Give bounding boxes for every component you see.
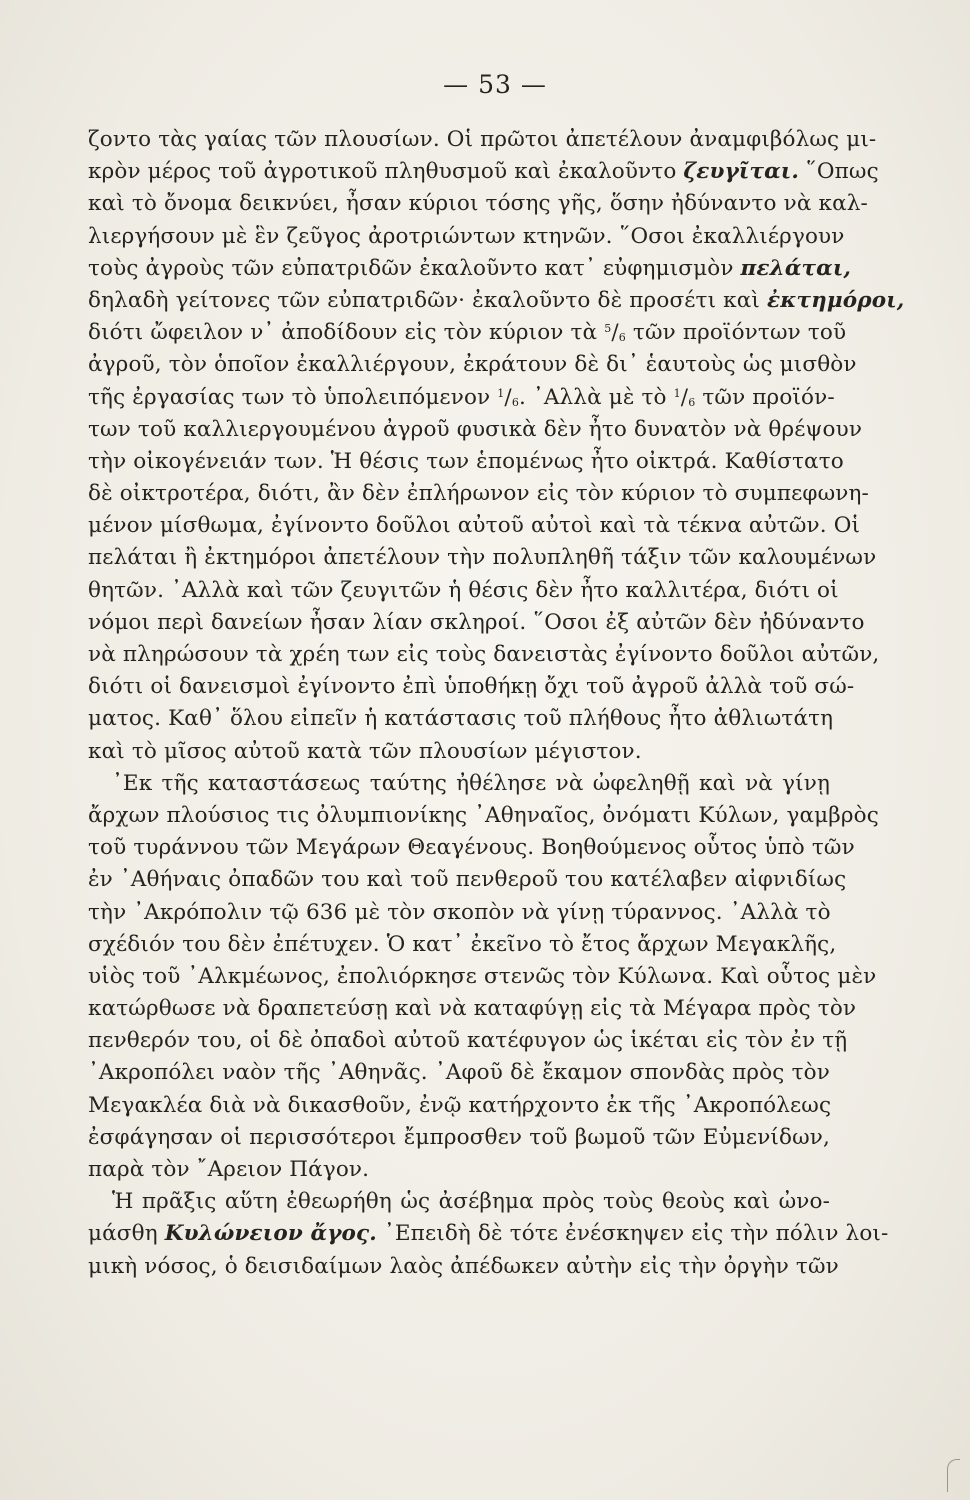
text-line: τοῦ τυράννου τῶν Μεγάρων Θεαγένους. Βοηθούμενος οὗτος ὑπὸ τῶν <box>88 835 855 861</box>
text-line: ἀγροῦ, τὸν ὁποῖον ἐκαλλιέργουν, ἐκράτουν δὲ δι᾿ ἑαυτοὺς ὡς μισθὸν <box>88 352 857 378</box>
emphasized-term: ζευγῖται. <box>683 159 799 185</box>
text-line: των τοῦ καλλιεργουμένου ἀγροῦ φυσικὰ δὲν ἦτο δυνατὸν νὰ θρέψουν <box>88 416 863 442</box>
text-line: τῆς ἐργασίας των τὸ ὑπολειπόμενον $^1$/6. ᾿Αλλὰ μὲ τὸ $^1$/6 τῶν προϊόν- <box>88 384 835 410</box>
text-line: ᾿Ακροπόλει ναὸν τῆς ᾿Αθηνᾶς. ᾿Αφοῦ δὲ ἔκαμον σπονδὰς πρὸς τὸν <box>88 1060 830 1086</box>
text-line: δηλαδὴ γείτονες τῶν εὐπατριδῶν· ἐκαλοῦντο δὲ προσέτι καὶ ἐκτημόροι, <box>88 287 905 313</box>
text-line: παρὰ τὸν ῎Αρειον Πάγον. <box>88 1157 370 1182</box>
paragraph-start: Ἡ πρᾶξις αὕτη ἐθεωρήθη ὡς ἀσέβημα πρὸς τοὺς θεοὺς καὶ ὠνο- <box>112 1189 830 1215</box>
text-line: τοὺς ἀγροὺς τῶν εὐπατριδῶν ἐκαλοῦντο κατ᾿ εὐφημισμὸν πελάται, <box>88 255 852 281</box>
text-line: μάσθη Κυλώνειον ἄγος. ᾿Επειδὴ δὲ τότε ἐνέσκηψεν εἰς τὴν πόλιν λοι- <box>88 1221 889 1247</box>
text-line: μικὴ νόσος, ὁ δεισιδαίμων λαὸς ἀπέδωκεν αὐτὴν εἰς τὴν ὀργὴν τῶν <box>88 1253 839 1279</box>
text-line: τὴν οἰκογένειάν των. Ἡ θέσις των ἑπομένως ἦτο οἰκτρά. Καθίστατο <box>88 448 844 474</box>
text-line: ζοντο τὰς γαίας τῶν πλουσίων. Οἱ πρῶτοι ἀπετέλουν ἀναμφιβόλως μι- <box>88 127 877 152</box>
emphasized-term: Κυλώνειον ἄγος. <box>164 1221 377 1247</box>
text-line: κρὸν μέρος τοῦ ἀγροτικοῦ πληθυσμοῦ καὶ ἐκαλοῦντο ζευγῖται. ῞Οπως <box>88 159 879 185</box>
text-line: κατώρθωσε νὰ δραπετεύσῃ καὶ νὰ καταφύγῃ εἰς τὰ Μέγαρα πρὸς τὸν <box>88 996 857 1022</box>
text-line: διότι ὤφειλον ν᾿ ἀποδίδουν εἰς τὸν κύριον τὰ $^5$/6 τῶν προϊόντων τοῦ <box>88 320 847 346</box>
text-line: νὰ πληρώσουν τὰ χρέη των εἰς τοὺς δανειστὰς ἐγίνοντο δοῦλοι αὐτῶν, <box>88 642 880 667</box>
text-line: υἱὸς τοῦ ᾿Αλκμέωνος, ἐπολιόρκησε στενῶς τὸν Κύλωνα. Καὶ οὗτος μὲν <box>88 963 877 989</box>
text-line: ἐν ᾿Αθήναις ὀπαδῶν του καὶ τοῦ πενθεροῦ του κατέλαβεν αἰφνιδίως <box>88 867 847 893</box>
text-line: καὶ τὸ μῖσος αὐτοῦ κατὰ τῶν πλουσίων μέγιστον. <box>88 738 642 764</box>
page-edge-mark <box>947 1459 960 1492</box>
paragraph-start: ᾿Εκ τῆς καταστάσεως ταύτης ἠθέλησε νὰ ὠφεληθῇ καὶ νὰ γίνῃ <box>112 770 830 796</box>
text-line: μένον μίσθωμα, ἐγίνοντο δοῦλοι αὐτοῦ αὐτοὶ καὶ τὰ τέκνα αὐτῶν. Οἱ <box>88 513 861 539</box>
text-line: ἄρχων πλούσιος τις ὀλυμπιονίκης ᾿Αθηναῖος, ὀνόματι Κύλων, γαμβρὸς <box>88 802 879 828</box>
text-line: πενθερόν του, οἱ δὲ ὀπαδοὶ αὐτοῦ κατέφυγον ὡς ἱκέται εἰς τὸν ἐν τῇ <box>88 1028 848 1054</box>
text-line: ἐσφάγησαν οἱ περισσότεροι ἔμπροσθεν τοῦ βωμοῦ τῶν Εὐμενίδων, <box>88 1124 830 1150</box>
fraction: $^1$/6 <box>497 384 519 410</box>
text-line: τὴν ᾿Ακρόπολιν τῷ 636 μὲ τὸν σκοπὸν νὰ γίνῃ τύραννος. ᾿Αλλὰ τὸ <box>88 899 831 925</box>
text-line: ματος. Καθ᾿ ὅλου εἰπεῖν ἡ κατάστασις τοῦ πλήθους ἦτο ἀθλιωτάτη <box>88 706 834 732</box>
text-line: καὶ τὸ ὄνομα δεικνύει, ἦσαν κύριοι τόσης γῆς, ὅσην ἠδύναντο νὰ καλ- <box>88 191 868 217</box>
text-line: θητῶν. ᾿Αλλὰ καὶ τῶν ζευγιτῶν ἡ θέσις δὲν ἦτο καλλιτέρα, διότι οἱ <box>88 577 839 603</box>
text-line: διότι οἱ δανεισμοὶ ἐγίνοντο ἐπὶ ὑποθήκῃ ὄχι τοῦ ἀγροῦ ἀλλὰ τοῦ σώ- <box>88 674 855 700</box>
text-line: νόμοι περὶ δανείων ἦσαν λίαν σκληροί. ῞Οσοι ἐξ αὐτῶν δὲν ἠδύναντο <box>88 609 865 635</box>
text-line: πελάται ἢ ἐκτημόροι ἀπετέλουν τὴν πολυπληθῆ τάξιν τῶν καλουμένων <box>88 545 877 571</box>
page-number: — 53 — <box>443 70 547 99</box>
body-text <box>88 124 905 1283</box>
emphasized-term: ἐκτημόροι, <box>767 287 905 313</box>
text-line: λιεργήσουν μὲ ἓν ζεῦγος ἀροτριώντων κτηνῶν. ῞Οσοι ἐκαλλιέργουν <box>88 223 845 249</box>
text-line: δὲ οἰκτροτέρα, διότι, ἂν δὲν ἐπλήρωνον εἰς τὸν κύριον τὸ συμπεφωνη- <box>88 481 869 507</box>
emphasized-term: πελάται, <box>740 255 852 281</box>
text-line: Μεγακλέα διὰ νὰ δικασθοῦν, ἐνῷ κατήρχοντο ἐκ τῆς ᾿Ακροπόλεως <box>88 1092 832 1118</box>
text-line: σχέδιόν του δὲν ἐπέτυχεν. Ὁ κατ᾿ ἐκεῖνο τὸ ἔτος ἄρχων Μεγακλῆς, <box>88 931 837 957</box>
fraction: $^1$/6 <box>673 384 696 410</box>
fraction: $^5$/6 <box>604 320 626 346</box>
